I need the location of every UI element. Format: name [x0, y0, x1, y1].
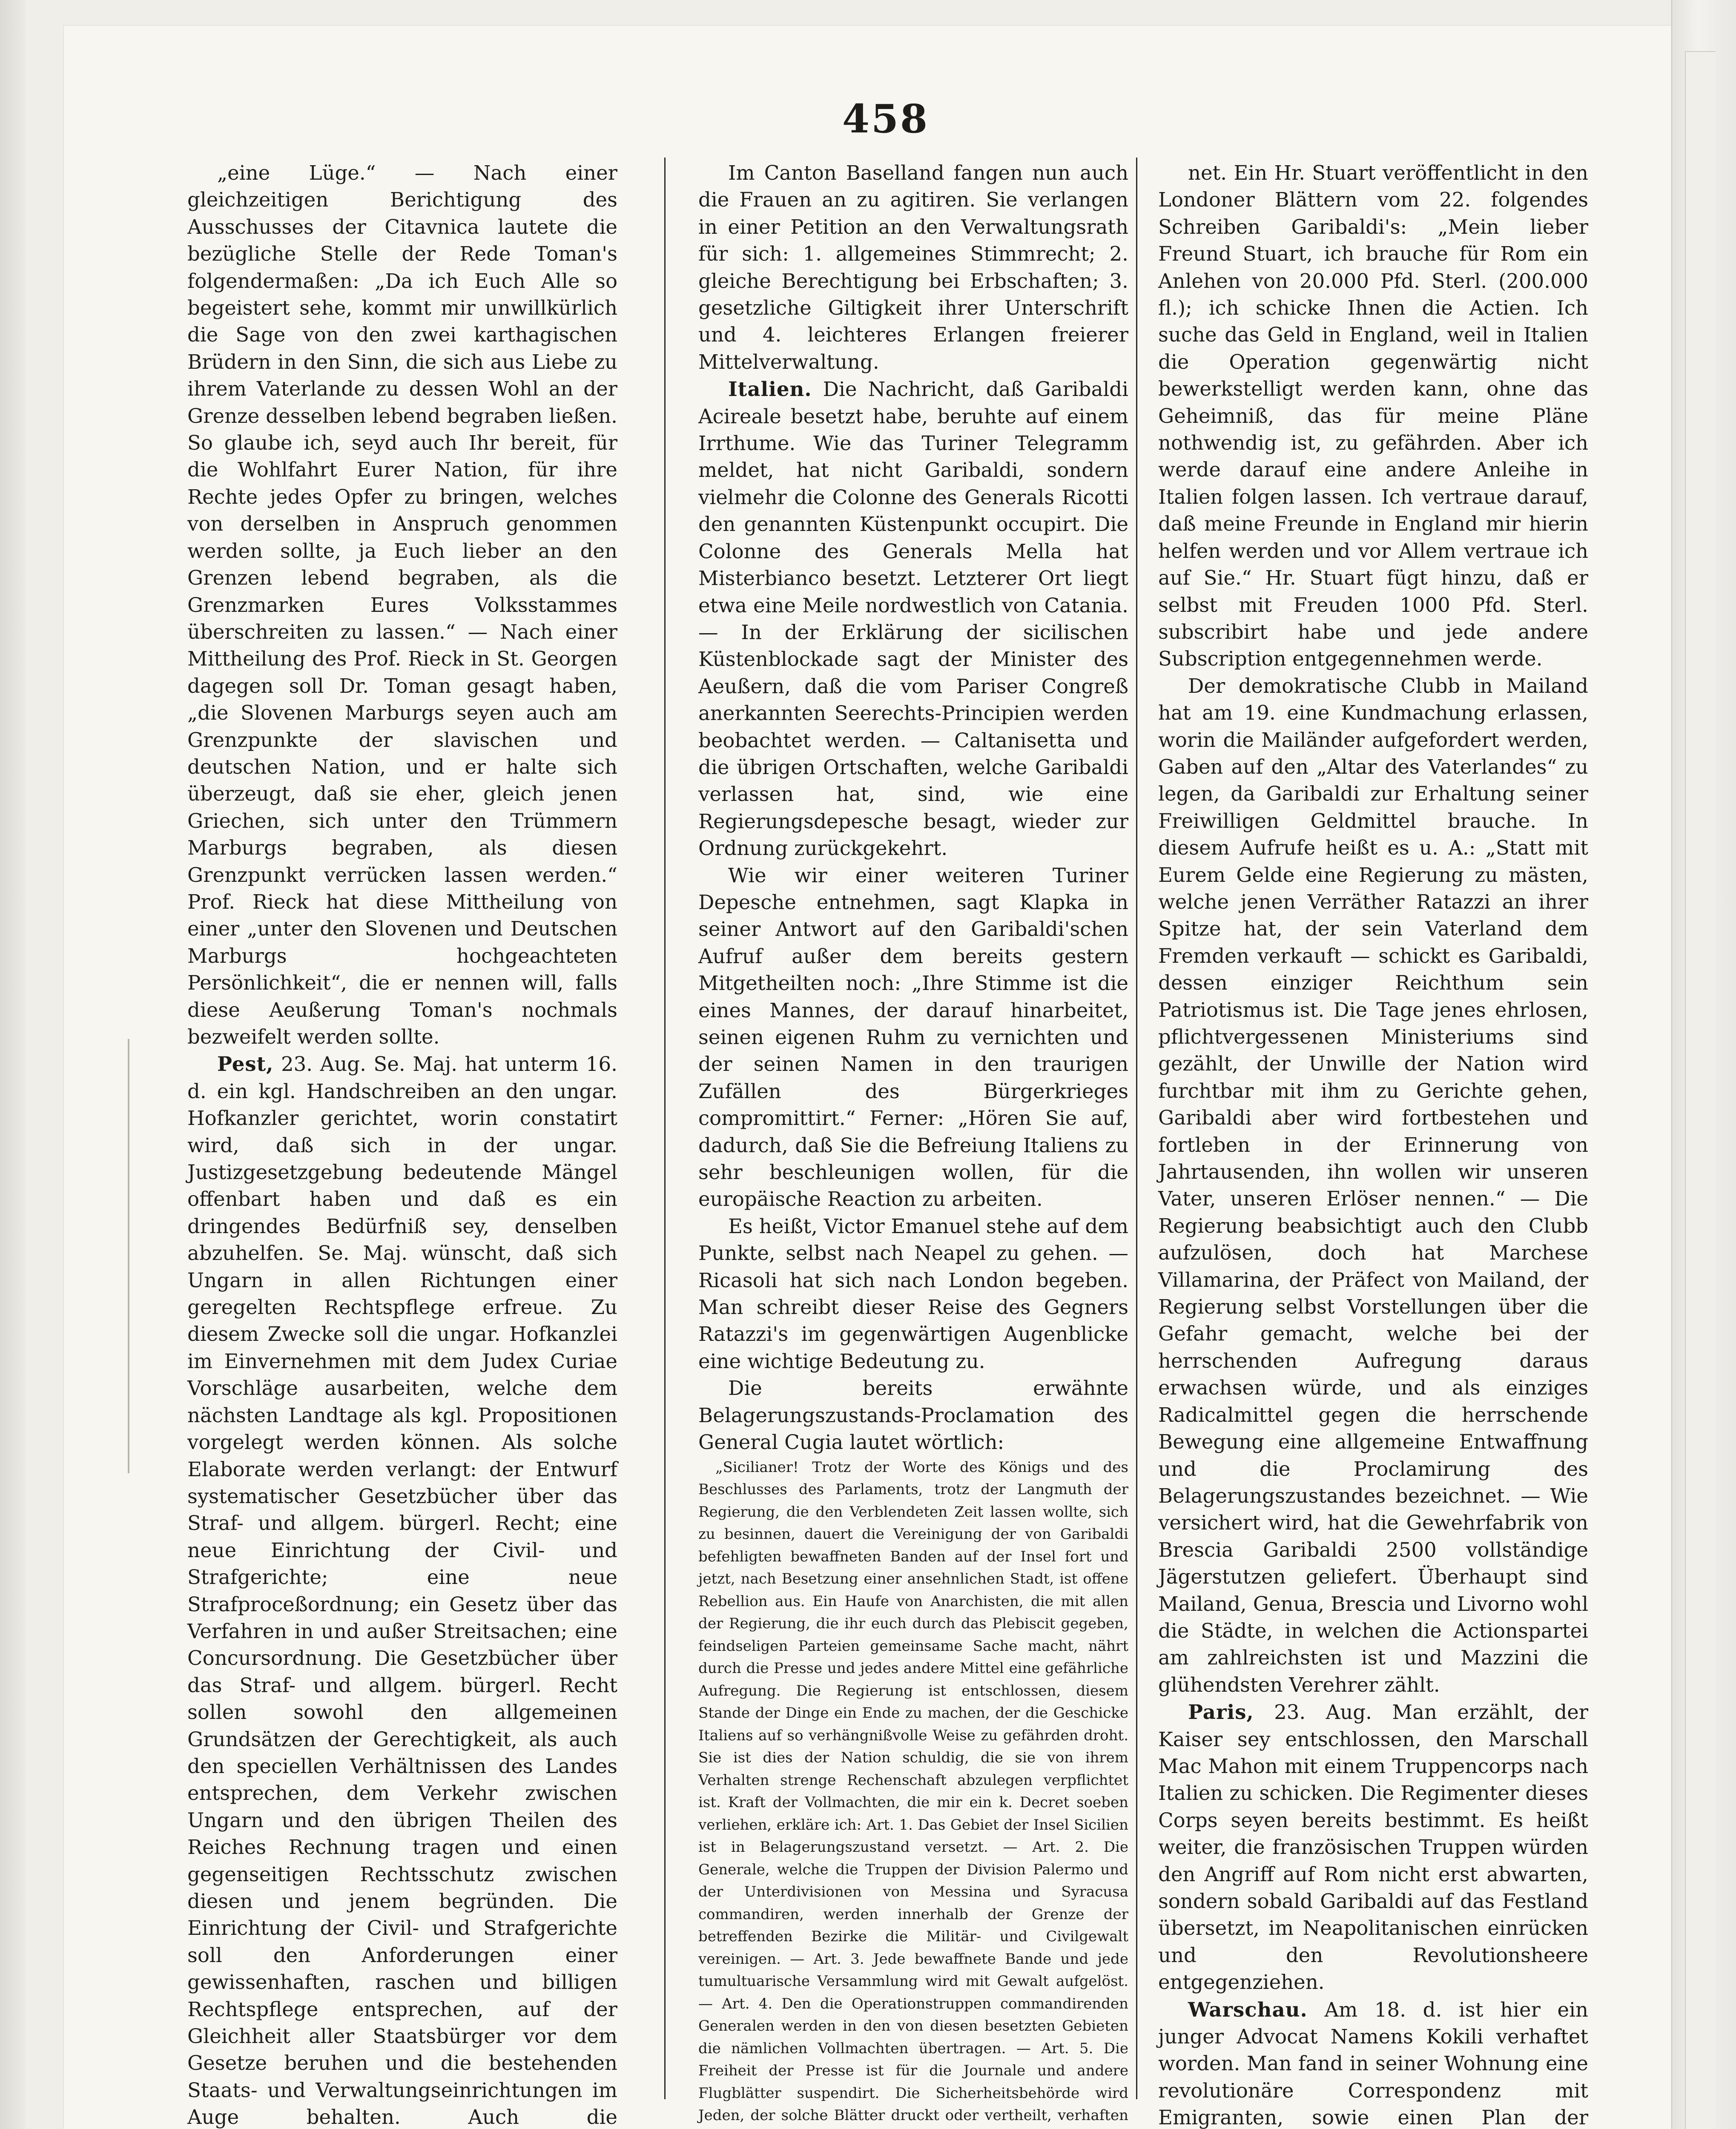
binding-strip [1685, 51, 1716, 2129]
article-paragraph [698, 1213, 1128, 1375]
article-text: 23. Aug. Se. Maj. hat unterm 16. d. ein kgl. Handschreiben an den ungar. Hofkanzler gerichtet, worin constatirt wird, daß sich in der ungar. Justizgesetzgebung bedeutende Mängel offenbart haben und daß es ein dringendes Bedürfniß sey, denselben abzuhelfen. Se. Maj. wünscht, daß sich Ungarn in allen Richtungen einer geregelten Rechtspflege erfreue. Zu diesem Zwecke soll die ungar. Hofkanzlei im Einvernehmen mit dem Judex Curiae Vorschläge ausarbeiten, welche dem nächsten Landtage als kgl. Propositionen vorgelegt werden können. Als solche Elaborate werden verlangt: der Entwurf systematischer Gesetzbücher über das Straf- und allgem. bürgerl. Recht; eine neue Einrichtung der Civil- und Strafgerichte; eine neue Strafproceßordnung; ein Gesetz über das Verfahren in und außer Streitsachen; eine Concursordnung. Die Gesetzbücher über das Straf- und allgem. bürgerl. Recht sollen sowohl den allgemeinen Grundsätzen der Gerechtigkeit, als auch den speciellen Verhältnissen des Landes entsprechen, dem Verkehr zwischen Ungarn und den übrigen Theilen des Reiches Rechnung tragen und einen gegenseitigen Rechtsschutz zwischen diesen und jenem begründen. Die Einrichtung der Civil- und Strafgerichte soll den Anforderungen einer gewissenhaften, raschen und billigen Rechtspflege entsprechen, auf der Gleichheit aller Staatsbürger vor dem Gesetze beruhen und die bestehenden Staats- und Verwaltungseinrichtungen im Auge behalten. Auch die [187, 1053, 617, 2129]
article-paragraph [1158, 673, 1588, 1699]
column-1 [187, 160, 617, 2129]
article-heading: Italien. [728, 377, 812, 401]
article-paragraph [698, 862, 1128, 1213]
column-2 [698, 160, 1129, 2124]
article-text: Im Canton Baselland fangen nun auch die Frauen an zu agitiren. Sie verlangen in einer Petition an den Verwaltungsrath für sich: 1. allgemeines Stimmrecht; 2. gleiche Berechtigung bei Erbschaften; 3. gesetzliche Giltigkeit ihrer Unterschrift und 4. leichteres Erlangen freierer Mittelverwaltung. [698, 161, 1128, 373]
article-paragraph-with-heading [698, 376, 1128, 862]
article-text: Der demokratische Clubb in Mailand hat am 19. eine Kundmachung erlassen, worin die Mailänder aufgefordert werden, Gaben auf den „Altar des Vaterlandes“ zu legen, da Garibaldi zur Erhaltung seiner Freiwilligen Geldmittel brauche. In diesem Aufrufe heißt es u. A.: „Statt mit Eurem Gelde eine Regierung zu mästen, welche jenen Verräther Ratazzi an ihrer Spitze hat, der sein Vaterland dem Fremden verkauft — schickt es Garibaldi, dessen einziger Reichthum sein Patriotismus ist. Die Tage jenes ehrlosen, pflichtvergessenen Ministeriums sind gezählt, der Unwille der Nation wird furchtbar mit ihm zu Gerichte gehen, Garibaldi aber wird fortbestehen und fortleben in der Erinnerung von Jahrtausenden, ihn wollen wir unseren Vater, unseren Erlöser nennen.“ — Die Regierung beabsichtigt auch den Clubb aufzulösen, doch hat Marchese Villamarina, der Präfect von Mailand, der Regierung selbst Vorstellungen über die Gefahr gemacht, welche bei der herrschenden Aufregung daraus erwachsen würde, und als einziges Radicalmittel gegen die herrschende Bewegung eine allgemeine Entwaffnung und die Proclamirung des Belagerungszustandes bezeichnet. — Wie versichert wird, hat die Gewehrfabrik von Brescia Garibaldi 2500 vollständige Jägerstutzen geliefert. Überhaupt sind Mailand, Genua, Brescia und Livorno wohl die Städte, in welchen die Actionspartei am zahlreichsten ist und Mazzini die glühendsten Verehrer zählt. [1158, 674, 1588, 1696]
article-paragraph [187, 160, 617, 1050]
article-text: Die Nachricht, daß Garibaldi Acireale besetzt habe, beruhte auf einem Irrthume. Wie das Turiner Telegramm meldet, hat nicht Garibaldi, sondern vielmehr die Colonne des Generals Ricotti den genannten Küstenpunkt occupirt. Die Colonne des Generals Mella hat Misterbianco besetzt. Letzterer Ort liegt etwa eine Meile nordwestlich von Catania. — In der Erklärung der sicilischen Küstenblockade sagt der Minister des Aeußern, daß die vom Pariser Congreß anerkannten Seerechts-Principien werden beobachtet werden. — Caltanisetta und die übrigen Ortschaften, welche Garibaldi verlassen hat, sind, wie eine Regierungsdepesche besagt, wieder zur Ordnung zurückgekehrt. [698, 378, 1129, 860]
article-paragraph [698, 1456, 1128, 2129]
article-text: „Sicilianer! Trotz der Worte des Königs und des Beschlusses des Parlaments, trotz der Langmuth der Regierung, die den Verblendeten Zeit lassen wollte, sich zu besinnen, dauert die Vereinigung der von Garibaldi befehligten bewaffneten Banden auf der Insel fort und jetzt, nach Besetzung einer ansehnlichen Stadt, ist offene Rebellion aus. Ein Haufe von Anarchisten, die mit allen der Regierung, die ihr euch durch das Plebiscit gegeben, feindseligen Parteien gemeinsame Sache macht, nährt durch die Presse und jedes andere Mittel eine gefährliche Aufregung. Die Regierung ist entschlossen, diesem Stande der Dinge ein Ende zu machen, der die Geschicke Italiens auf so verhängnißvolle Weise zu gefährden droht. Sie ist dies der Nation schuldig, die sie von ihrem Verhalten strenge Rechenschaft abzulegen verpflichtet ist. Kraft der Vollmachten, die mir ein k. Decret soeben verliehen, erkläre ich: Art. 1. Das Gebiet der Insel Sicilien ist in Belagerungszustand versetzt. — Art. 2. Die Generale, welche die Truppen der Division Palermo und der Unterdivisionen von Messina und Syracusa commandiren, werden innerhalb der Grenze der betreffenden Bezirke die Militär- und Civilgewalt vereinigen. — Art. 3. Jede bewaffnete Bande und jede tumultuarische Versammlung wird mit Gewalt aufgelöst. — Art. 4. Den die Operationstruppen commandirenden Generalen werden in den von diesen besetzten Gebieten die nämlichen Vollmachten übertragen. — Art. 5. Die Freiheit der Presse ist für die Journale und andere Flugblätter suspendirt. Die Sicherheitsbehörde wird Jeden, der solche Blätter druckt oder vertheilt, verhaften [698, 1458, 1128, 2124]
article-paragraph-with-heading [1158, 1996, 1588, 2129]
article-paragraph [698, 1375, 1128, 1456]
article-text: Wie wir einer weiteren Turiner Depesche entnehmen, sagt Klapka in seiner Antwort auf den Garibaldi'schen Aufruf außer dem bereits gestern Mitgetheilten noch: „Ihre Stimme ist die eines Mannes, der darauf hinarbeitet, seinen eigenen Ruhm zu vernichten und der seinen Namen in den traurigen Zufällen des Bürgerkrieges compromittirt.“ Ferner: „Hören Sie auf, dadurch, daß Sie die Befreiung Italiens zu sehr beschleunigen wollen, für die europäische Reaction zu arbeiten. [698, 864, 1128, 1211]
article-paragraph [698, 160, 1128, 376]
article-text: Es heißt, Victor Emanuel stehe auf dem Punkte, selbst nach Neapel zu gehen. — Ricasoli hat sich nach London begeben. Man schreibt dieser Reise des Gegners Ratazzi's im gegenwärtigen Augenblicke eine wichtige Bedeutung zu. [698, 1214, 1128, 1373]
column-3 [1158, 160, 1589, 2129]
page-number: 458 [842, 96, 930, 142]
article-heading: Warschau. [1188, 1997, 1308, 2021]
margin-mark [128, 1039, 129, 1473]
article-heading: Pest, [217, 1052, 274, 1076]
scan-right-edge [1671, 0, 1736, 2129]
article-text: net. Ein Hr. Stuart veröffentlicht in den Londoner Blättern vom 22. folgendes Schreiben Garibaldi's: „Mein lieber Freund Stuart, ich brauche für Rom ein Anlehen von 20.000 Pfd. Sterl. (200.000 fl.); ich schicke Ihnen die Actien. Ich suche das Geld in England, weil in Italien die Operation gegenwärtig nicht bewerkstelligt werden kann, ohne das Geheimniß, das für meine Pläne nothwendig ist, zu gefährden. Aber ich werde darauf eine andere Anleihe in Italien folgen lassen. Ich vertraue darauf, daß meine Freunde in England mir hierin helfen werden und vor Allem vertraue ich auf Sie.“ Hr. Stuart fügt hinzu, daß er selbst mit Freuden 1000 Pfd. Sterl. subscribirt habe und jede andere Subscription entgegennehmen werde. [1158, 161, 1588, 671]
article-text: Am 18. d. ist hier ein junger Advocat Namens Kokili verhaftet worden. Man fand in seiner Wohnung eine revolutionäre Correspondenz mit Emigranten, sowie einen Plan der [1158, 1998, 1589, 2129]
column-rule [664, 158, 666, 2099]
scan-left-edge [0, 0, 26, 2129]
article-text: 23. Aug. Man erzählt, der Kaiser sey entschlossen, den Marschall Mac Mahon mit einem Truppencorps nach Italien zu schicken. Die Regimenter dieses Corps seyen bereits bestimmt. Es heißt weiter, die französischen Truppen würden den Angriff auf Rom nicht erst abwarten, sondern sobald Garibaldi auf das Festland übersetzt, im Neapolitanischen einrücken und den Revolutionsheere entgegenziehen. [1158, 1701, 1589, 1994]
article-heading: Paris, [1188, 1700, 1254, 1724]
column-rule [1136, 158, 1137, 2099]
article-paragraph-with-heading [187, 1050, 617, 2129]
article-paragraph [1158, 160, 1588, 673]
article-paragraph-with-heading [1158, 1699, 1588, 1996]
article-text: „eine Lüge.“ — Nach einer gleichzeitigen Berichtigung des Ausschusses der Citavnica lautete die bezügliche Stelle der Rede Toman's folgendermaßen: „Da ich Euch Alle so begeistert sehe, kommt mir unwillkürlich die Sage von den zwei karthagischen Brüdern in den Sinn, die sich aus Liebe zu ihrem Vaterlande zu dessen Wohl an der Grenze desselben lebend begraben ließen. So glaube ich, seyd auch Ihr bereit, für die Wohlfahrt Eurer Nation, für ihre Rechte jedes Opfer zu bringen, welches von derselben in Anspruch genommen werden sollte, ja Euch lieber an den Grenzen lebend begraben, als die Grenzmarken Eures Volksstammes überschreiten zu lassen.“ — Nach einer Mittheilung des Prof. Rieck in St. Georgen dagegen soll Dr. Toman gesagt haben, „die Slovenen Marburgs seyen auch am Grenzpunkte der slavischen und deutschen Nation, und er halte sich überzeugt, daß sie eher, gleich jenen Griechen, sich unter den Trümmern Marburgs begraben, als diesen Grenzpunkt verrücken lassen werden.“ Prof. Rieck hat diese Mittheilung von einer „unter den Slovenen und Deutschen Marburgs hochgeachteten Persönlichkeit“, die er nennen will, falls diese Aeußerung Toman's nochmals bezweifelt werden sollte. [187, 161, 617, 1048]
article-text: Die bereits erwähnte Belagerungszustands-Proclamation des General Cugia lautet wörtlich: [698, 1377, 1128, 1454]
